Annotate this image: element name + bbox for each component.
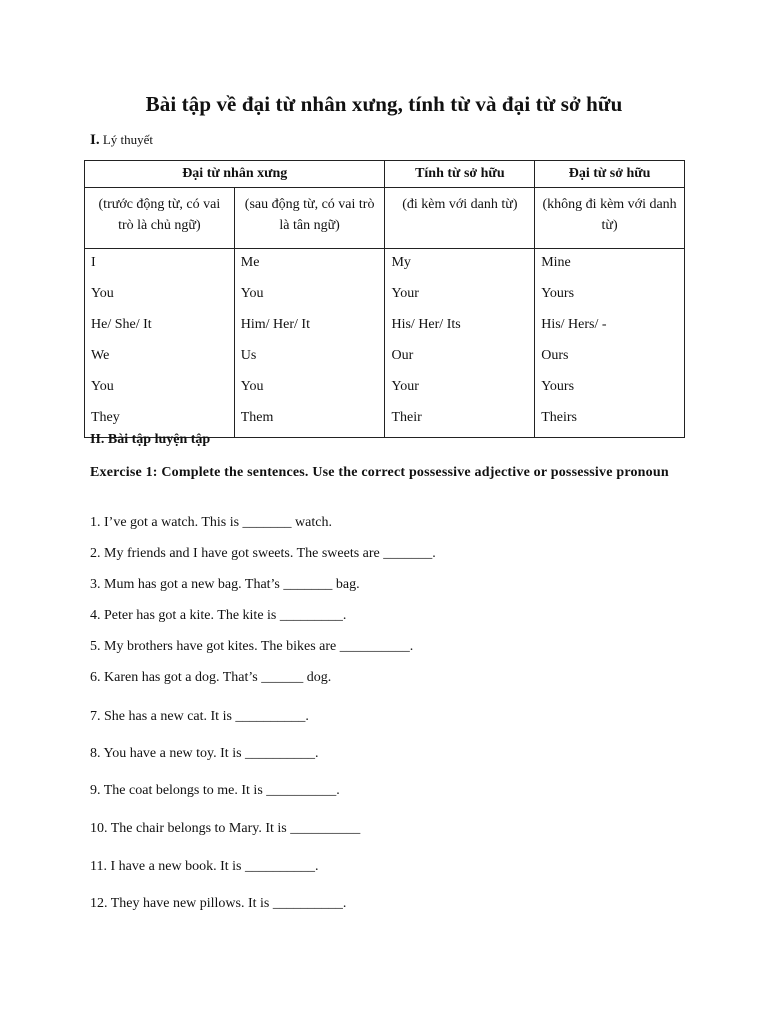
table-cell: My [391,255,411,270]
note-subject: (trước động từ, có vai trò là chủ ngữ) [85,188,235,249]
table-header-row [85,161,685,188]
table-cell: You [240,379,264,394]
exercise-item: 12. They have new pillows. It is __________. [90,896,347,911]
exercise-item: 1. I’ve got a watch. This is _______ watch. [90,515,332,530]
exercise-item: 10. The chair belongs to Mary. It is __________ [90,821,361,836]
exercise-item: 7. She has a new cat. It is __________. [90,709,309,724]
exercise-item: 9. The coat belongs to me. It is __________. [90,783,340,798]
table-cell: Our [391,348,414,363]
column-subject-pronouns [85,249,235,438]
table-cell: They [91,410,120,425]
table-cell: Mine [541,255,571,270]
section-practice-heading: II. Bài tập luyện tập [90,432,211,447]
note-pronoun: (không đi kèm với danh từ) [535,188,685,249]
exercise-item: 11. I have a new book. It is __________. [90,859,319,874]
table-cell: You [240,286,264,301]
table-cell: Him/ Her/ It [240,317,310,332]
table-cell: Them [240,410,274,425]
exercise-item: 8. You have a new toy. It is __________. [90,746,319,761]
exercise-item: 5. My brothers have got kites. The bikes are __________. [90,639,414,654]
table-cell: We [91,348,110,363]
table-cell: Theirs [541,410,577,425]
section-number: I. [90,132,100,148]
table-body-row [85,249,685,438]
table-notes-row [85,188,685,249]
column-possessive-pronouns [535,249,685,438]
table-cell: You [91,286,114,301]
table-cell: I [91,255,96,270]
table-cell: Your [391,379,419,394]
header-possessive-adjective: Tính từ sở hữu [385,161,535,188]
table-cell: Us [240,348,257,363]
table-cell: Yours [541,286,575,301]
table-cell: Your [391,286,419,301]
section-label: Lý thuyết [102,132,154,147]
table-cell: His/ Her/ Its [391,317,461,332]
header-personal-pronoun: Đại từ nhân xưng [85,161,385,188]
pronoun-table [84,160,685,438]
note-adjective: (đi kèm với danh từ) [385,188,535,249]
exercise-item: 3. Mum has got a new bag. That’s _______ bag. [90,577,360,592]
exercise-1-title: Exercise 1: Complete the sentences. Use the correct possessive adjective or possessive pronoun [90,465,669,480]
page-title: Bài tập về đại từ nhân xưng, tính từ và đại từ sở hữu [145,92,623,116]
section-theory-heading [90,132,153,149]
column-object-pronouns [234,249,385,438]
table-cell: Me [240,255,260,270]
note-object: (sau động từ, có vai trò là tân ngữ) [234,188,385,249]
table-cell: Their [391,410,422,425]
exercise-item: 6. Karen has got a dog. That’s ______ dog. [90,670,332,685]
table-cell: Yours [541,379,575,394]
header-possessive-pronoun: Đại từ sở hữu [535,161,685,188]
column-possessive-adjectives [385,249,535,438]
table-cell: He/ She/ It [91,317,152,332]
exercise-item: 4. Peter has got a kite. The kite is _________. [90,608,347,623]
table-cell: You [91,379,114,394]
table-cell: His/ Hers/ - [541,317,607,332]
exercise-item: 2. My friends and I have got sweets. The sweets are _______. [90,546,436,561]
table-cell: Ours [541,348,569,363]
